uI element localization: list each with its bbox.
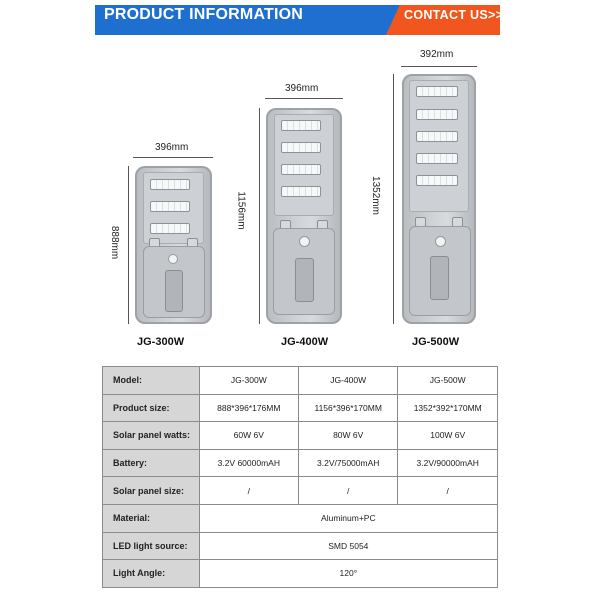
pole-bracket: [295, 258, 314, 302]
sensor: [435, 236, 446, 247]
table-cell-merged: SMD 5054: [199, 532, 497, 560]
led-module: [150, 179, 190, 190]
row-label: LED light source:: [103, 532, 200, 560]
model-label: JG-500W: [412, 336, 460, 348]
contact-us-link[interactable]: CONTACT US>>: [404, 8, 504, 22]
width-dimension-line: [133, 157, 213, 158]
led-module: [416, 153, 458, 164]
table-cell: JG-400W: [298, 367, 398, 395]
table-cell: /: [298, 477, 398, 505]
table-cell: 1352*392*170MM: [398, 394, 498, 422]
led-module: [150, 223, 190, 234]
table-row: [103, 367, 498, 395]
pole-bracket: [430, 256, 449, 300]
led-module: [416, 131, 458, 142]
width-dimension: 396mm: [155, 142, 189, 153]
street-light-image: [402, 74, 476, 324]
row-label: Product size:: [103, 394, 200, 422]
width-dimension-line: [401, 66, 477, 67]
table-cell-merged: Aluminum+PC: [199, 504, 497, 532]
table-row: [103, 532, 498, 560]
sensor: [168, 254, 178, 264]
led-module: [281, 120, 321, 131]
spec-table: [102, 366, 498, 588]
street-light-image: [135, 166, 212, 324]
page-title: PRODUCT INFORMATION: [104, 6, 304, 23]
width-dimension: 396mm: [285, 83, 319, 94]
row-label: Solar panel size:: [103, 477, 200, 505]
table-row: [103, 449, 498, 477]
height-dimension-line: [128, 166, 129, 324]
table-row: [103, 394, 498, 422]
row-label: Model:: [103, 367, 200, 395]
height-dimension: 1156mm: [235, 191, 247, 230]
table-row: [103, 560, 498, 588]
table-cell: 60W 6V: [199, 422, 298, 450]
street-light-image: [266, 108, 342, 324]
table-cell: 80W 6V: [298, 422, 398, 450]
table-cell: 3.2V/75000mAH: [298, 449, 398, 477]
height-dimension-line: [393, 74, 394, 324]
table-cell: 100W 6V: [398, 422, 498, 450]
led-module: [281, 164, 321, 175]
table-row: [103, 422, 498, 450]
led-module: [281, 186, 321, 197]
model-label: JG-300W: [137, 336, 185, 348]
pole-bracket: [165, 270, 183, 312]
table-cell: JG-300W: [199, 367, 298, 395]
model-label: JG-400W: [281, 336, 329, 348]
table-cell: 888*396*176MM: [199, 394, 298, 422]
height-dimension: 1352mm: [369, 176, 381, 215]
width-dimension-line: [265, 98, 343, 99]
table-cell: 3.2V 60000mAH: [199, 449, 298, 477]
solar-panel: [409, 80, 469, 212]
row-label: Material:: [103, 504, 200, 532]
height-dimension-line: [259, 108, 260, 324]
led-module: [281, 142, 321, 153]
led-module: [150, 201, 190, 212]
table-cell: /: [199, 477, 298, 505]
table-cell: 3.2V/90000mAH: [398, 449, 498, 477]
led-module: [416, 86, 458, 97]
width-dimension: 392mm: [420, 49, 454, 60]
led-module: [416, 175, 458, 186]
table-cell-merged: 120°: [199, 560, 497, 588]
height-dimension: 888mm: [109, 225, 121, 260]
table-cell: /: [398, 477, 498, 505]
table-row: [103, 477, 498, 505]
row-label: Light Angle:: [103, 560, 200, 588]
row-label: Battery:: [103, 449, 200, 477]
table-cell: 1156*396*170MM: [298, 394, 398, 422]
row-label: Solar panel watts:: [103, 422, 200, 450]
table-cell: JG-500W: [398, 367, 498, 395]
sensor: [299, 236, 310, 247]
table-row: [103, 504, 498, 532]
led-module: [416, 109, 458, 120]
